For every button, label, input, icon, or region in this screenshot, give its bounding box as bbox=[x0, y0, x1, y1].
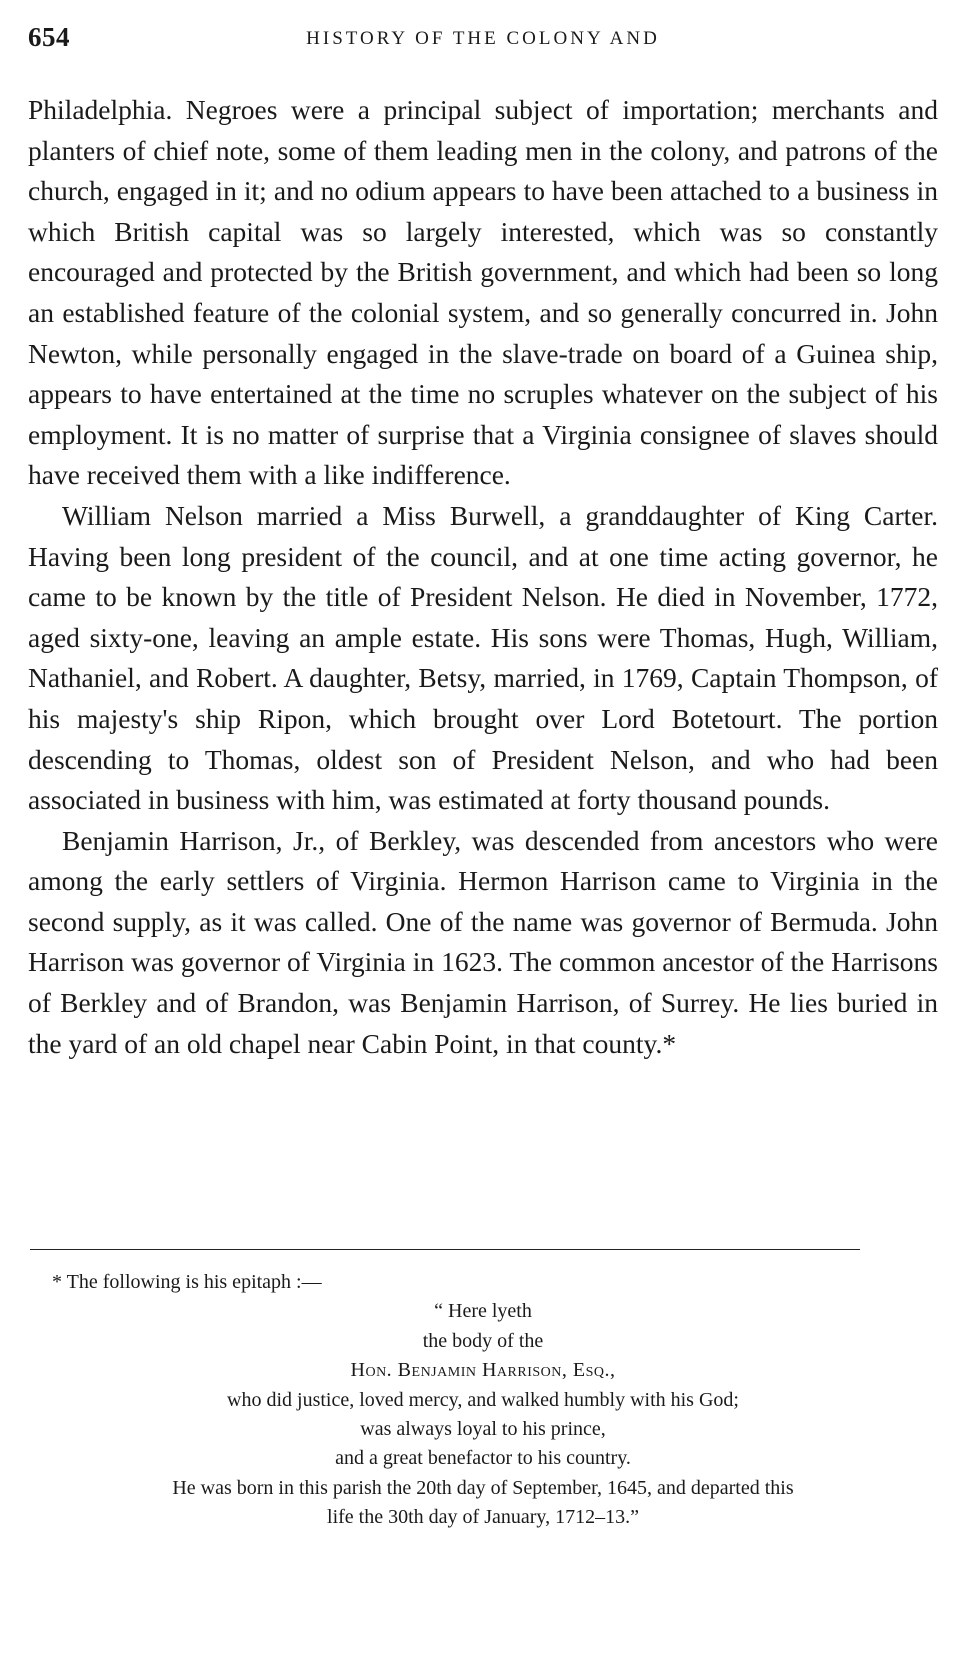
epitaph-line: and a great benefactor to his country. bbox=[335, 1447, 631, 1470]
epitaph-line: the body of the bbox=[422, 1329, 544, 1352]
footnote bbox=[28, 1268, 938, 1533]
running-title: HISTORY OF THE COLONY AND bbox=[306, 28, 660, 49]
epitaph bbox=[28, 1297, 938, 1532]
footnote-intro: * The following is his epitaph :— bbox=[52, 1271, 322, 1293]
epitaph-line: He was born in this parish the 20th day of September, 1645, and departed this bbox=[172, 1476, 794, 1499]
epitaph-line: life the 30th day of January, 1712–13.” bbox=[327, 1506, 639, 1529]
epitaph-line: who did justice, loved mercy, and walked humbly with his God; bbox=[227, 1388, 739, 1411]
footnote-separator bbox=[30, 1249, 860, 1250]
paragraph-importation: Philadelphia. Negroes were a principal subject of importation; merchants and planters of chief note, some of them leading men in the colony, and patrons of the church, engaged in it; and no odium appears to have been attached to a business in which British capital was so largely interested, which was so constantly encouraged and protected by the British government, and which had been so long an established feature of the colonial system, and so generally concurred in. John Newton, while personally engaged in the slave-trade on board of a Guinea ship, appears to have entertained at the time no scruples whatever on the subject of his employment. It is no matter of surprise that a Virginia consignee of slaves should have received them with a like indifference. bbox=[28, 94, 938, 491]
paragraph-william-nelson: William Nelson married a Miss Burwell, a granddaughter of King Carter. Having been long president of the council, and at one time acting governor, he came to be known by the title of President Nelson. He died in November, 1772, aged sixty-one, leaving an ample estate. His sons were Thomas, Hugh, William, Nathaniel, and Robert. A daughter, Betsy, married, in 1769, Captain Thompson, of his majesty's ship Ripon, which brought over Lord Botetourt. The portion descending to Thomas, oldest son of President Nelson, and who had been associated in business with him, was estimated at forty thousand pounds. bbox=[28, 499, 938, 816]
paragraph-benjamin-harrison: Benjamin Harrison, Jr., of Berkley, was descended from ancestors who were among the early settlers of Virginia. Hermon Harrison came to Virginia in the second supply, as it was called. One of the name was governor of Bermuda. John Harrison was governor of Virginia in 1623. The common ancestor of the Harrisons of Berkley and of Brandon, was Benjamin Harrison, of Surrey. He lies buried in the yard of an old chapel near Cabin Point, in that county.* bbox=[28, 824, 938, 1059]
epitaph-name-line: Hon. Benjamin Harrison, Esq., bbox=[350, 1359, 616, 1382]
running-head bbox=[28, 22, 938, 62]
page-number: 654 bbox=[28, 22, 70, 52]
body-text bbox=[28, 90, 938, 1064]
epitaph-line: was always loyal to his prince, bbox=[360, 1418, 606, 1441]
epitaph-line: “ Here lyeth bbox=[434, 1300, 532, 1323]
